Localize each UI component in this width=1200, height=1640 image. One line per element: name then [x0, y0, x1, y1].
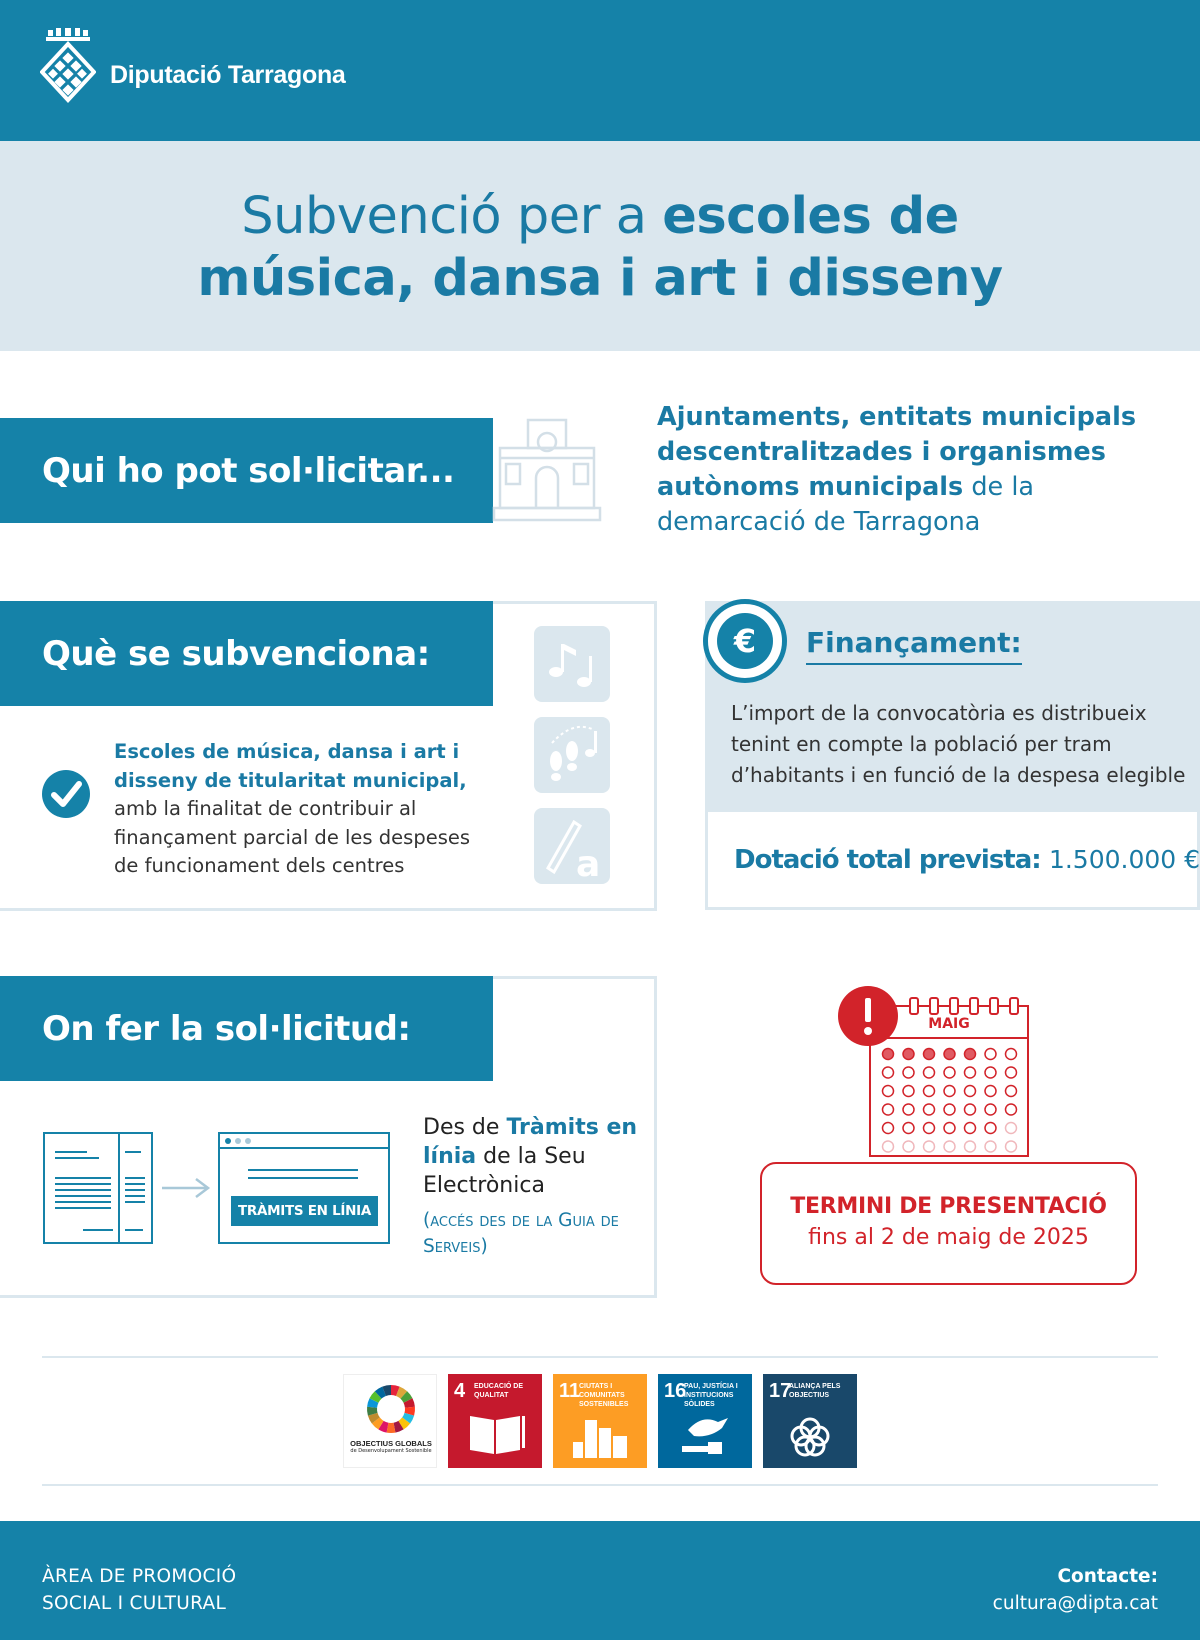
financing-description: L’import de la convocatòria es distribueix tenint en compte la població per tram d’habitants i en funció de la despesa elegible	[731, 701, 1186, 787]
check-icon	[42, 770, 90, 818]
title-part-2: escoles de	[662, 187, 959, 246]
calendar-day-dot	[924, 1049, 935, 1060]
calendar-day-dot	[903, 1086, 914, 1097]
sdg-global-goals	[343, 1374, 437, 1468]
financing-total	[734, 845, 1200, 875]
where-text-pre: Des de	[423, 1115, 507, 1140]
calendar-day-dot	[944, 1141, 955, 1152]
sdg-11-label: CIUTATS I COMUNITATS SOSTENIBLES	[579, 1383, 629, 1408]
sdg-global-sublabel: de Desenvolupament Sostenible	[350, 1448, 432, 1454]
where-text-bold: Tràmits en línia	[423, 1115, 638, 1169]
org-logo[interactable]	[40, 28, 346, 104]
city-icon	[553, 1374, 647, 1468]
calendar-day-dot	[965, 1067, 976, 1078]
arrow-right-icon	[160, 1176, 212, 1200]
sdg-16-peace-justice	[658, 1374, 752, 1468]
contact-email-link[interactable]: cultura@dipta.cat	[992, 1593, 1158, 1614]
calendar-day-dot	[924, 1141, 935, 1152]
sdg-16-number: 16	[664, 1380, 687, 1402]
where-text-post: de la Seu Electrònica	[423, 1144, 586, 1198]
calendar-day-dot	[985, 1123, 996, 1134]
calendar-day-dot	[883, 1049, 894, 1060]
who-normal-text: de la demarcació de Tarragona	[657, 472, 1035, 537]
calendar-day-dot	[965, 1141, 976, 1152]
calendar-day-dot	[985, 1141, 996, 1152]
sdg-4-label: EDUCACIÓ DE QUALITAT	[474, 1383, 524, 1399]
euro-icon	[703, 599, 787, 683]
title-part-1: Subvenció per a	[241, 187, 663, 246]
calendar-day-dot	[903, 1123, 914, 1134]
financing-total-label: Dotació total prevista:	[734, 845, 1041, 875]
calendar-day-dot	[1006, 1086, 1017, 1097]
calendar-day-dot	[903, 1141, 914, 1152]
what-description	[114, 738, 494, 881]
calendar-day-dot	[985, 1049, 996, 1060]
sdg-global-label: OBJECTIUS GLOBALS	[350, 1439, 432, 1448]
what-normal-text: amb la finalitat de contribuir al finançament parcial de les despeses de funcionament dels centres	[114, 797, 471, 877]
deadline-title: TERMINI DE PRESENTACIÓ	[790, 1194, 1107, 1219]
calendar-day-dot	[944, 1104, 955, 1115]
calendar-day-dot	[903, 1067, 914, 1078]
calendar-day-dot	[965, 1086, 976, 1097]
calendar-day-dot	[903, 1049, 914, 1060]
footer-area-line-2: SOCIAL I CULTURAL	[42, 1593, 227, 1614]
footer	[0, 1521, 1200, 1640]
document-icon	[43, 1132, 153, 1244]
calendar-day-dot	[965, 1049, 976, 1060]
sdg-4-number: 4	[454, 1380, 466, 1402]
title-band	[0, 141, 1200, 351]
header	[0, 0, 1200, 141]
calendar-day-dot	[903, 1104, 914, 1115]
calendar-day-dot	[883, 1086, 894, 1097]
diputacio-logo-icon	[40, 28, 96, 104]
footer-area-line-1: ÀREA DE PROMOCIÓ	[42, 1566, 237, 1587]
sdg-17-number: 17	[769, 1380, 792, 1402]
sdg-16-label: PAU, JUSTÍCIA I INSTITUCIONS SÒLIDES	[684, 1383, 738, 1408]
what-heading: Què se subvenciona:	[0, 601, 493, 706]
tramits-online-button[interactable]: TRÀMITS EN LÍNIA	[231, 1196, 378, 1226]
svg-text:a: a	[576, 844, 601, 884]
calendar-month: MAIG	[928, 1016, 970, 1032]
calendar-icon	[838, 986, 1030, 1166]
calendar-day-dot	[944, 1049, 955, 1060]
sdg-11-number: 11	[559, 1380, 581, 1402]
euro-symbol: €	[717, 613, 773, 669]
where-heading: On fer la sol·licitud:	[0, 976, 493, 1081]
calendar-day-dot	[944, 1123, 955, 1134]
calendar-day-dot	[1006, 1123, 1017, 1134]
calendar-day-dot	[883, 1104, 894, 1115]
calendar-day-dot	[924, 1086, 935, 1097]
calendar-day-dot	[924, 1104, 935, 1115]
browser-window-icon	[218, 1132, 390, 1244]
dove-gavel-icon	[658, 1374, 752, 1468]
divider-bottom	[42, 1484, 1158, 1486]
sdg-11-sustainable-cities	[553, 1374, 647, 1468]
deadline-date: fins al 2 de maig de 2025	[808, 1225, 1089, 1250]
deadline-box	[760, 1162, 1137, 1285]
sdg-17-partnerships	[763, 1374, 857, 1468]
where-subtext: (accés des de la Guia de Serveis)	[423, 1210, 619, 1257]
who-heading: Qui ho pot sol·licitar...	[0, 418, 493, 523]
calendar-day-dot	[965, 1123, 976, 1134]
book-icon	[448, 1374, 542, 1468]
calendar-day-dot	[883, 1123, 894, 1134]
who-description	[657, 400, 1177, 540]
footer-area	[42, 1563, 236, 1617]
calendar-day-dot	[1006, 1141, 1017, 1152]
calendar-day-dot	[1006, 1067, 1017, 1078]
title-part-3: música, dansa i art i disseny	[197, 249, 1003, 308]
dance-steps-icon	[534, 717, 610, 793]
calendar-day-dot	[1006, 1104, 1017, 1115]
calendar-day-dot	[1006, 1049, 1017, 1060]
page-title	[0, 141, 1200, 310]
calendar-day-dot	[883, 1141, 894, 1152]
sdg-17-label: ALIANÇA PELS OBJECTIUS	[789, 1383, 841, 1399]
financing-heading: Finançament:	[806, 626, 1022, 665]
calendar-day-dot	[965, 1104, 976, 1115]
calendar-day-dot	[985, 1104, 996, 1115]
music-notes-icon	[534, 626, 610, 702]
calendar-day-dot	[944, 1067, 955, 1078]
calendar-day-dot	[924, 1123, 935, 1134]
town-hall-icon	[492, 418, 604, 524]
calendar-day-dot	[944, 1086, 955, 1097]
calendar-day-dot	[883, 1067, 894, 1078]
where-description	[423, 1113, 663, 1200]
contact-label: Contacte:	[1057, 1566, 1158, 1587]
sdg-4-quality-education	[448, 1374, 542, 1468]
calendar-day-dot	[924, 1067, 935, 1078]
org-name: Diputació Tarragona	[110, 60, 346, 89]
art-design-icon	[534, 808, 610, 884]
what-bold-text: Escoles de música, dansa i art i disseny de titularitat municipal,	[114, 740, 467, 792]
who-bold-text: Ajuntaments, entitats municipals descentralitzades i organismes autònoms municipals	[657, 402, 1137, 502]
divider-top	[42, 1356, 1158, 1358]
calendar-day-dot	[985, 1067, 996, 1078]
footer-contact	[993, 1563, 1158, 1617]
financing-total-value: 1.500.000 €	[1048, 845, 1200, 874]
calendar-day-dot	[985, 1086, 996, 1097]
partnership-rings-icon	[763, 1374, 857, 1468]
